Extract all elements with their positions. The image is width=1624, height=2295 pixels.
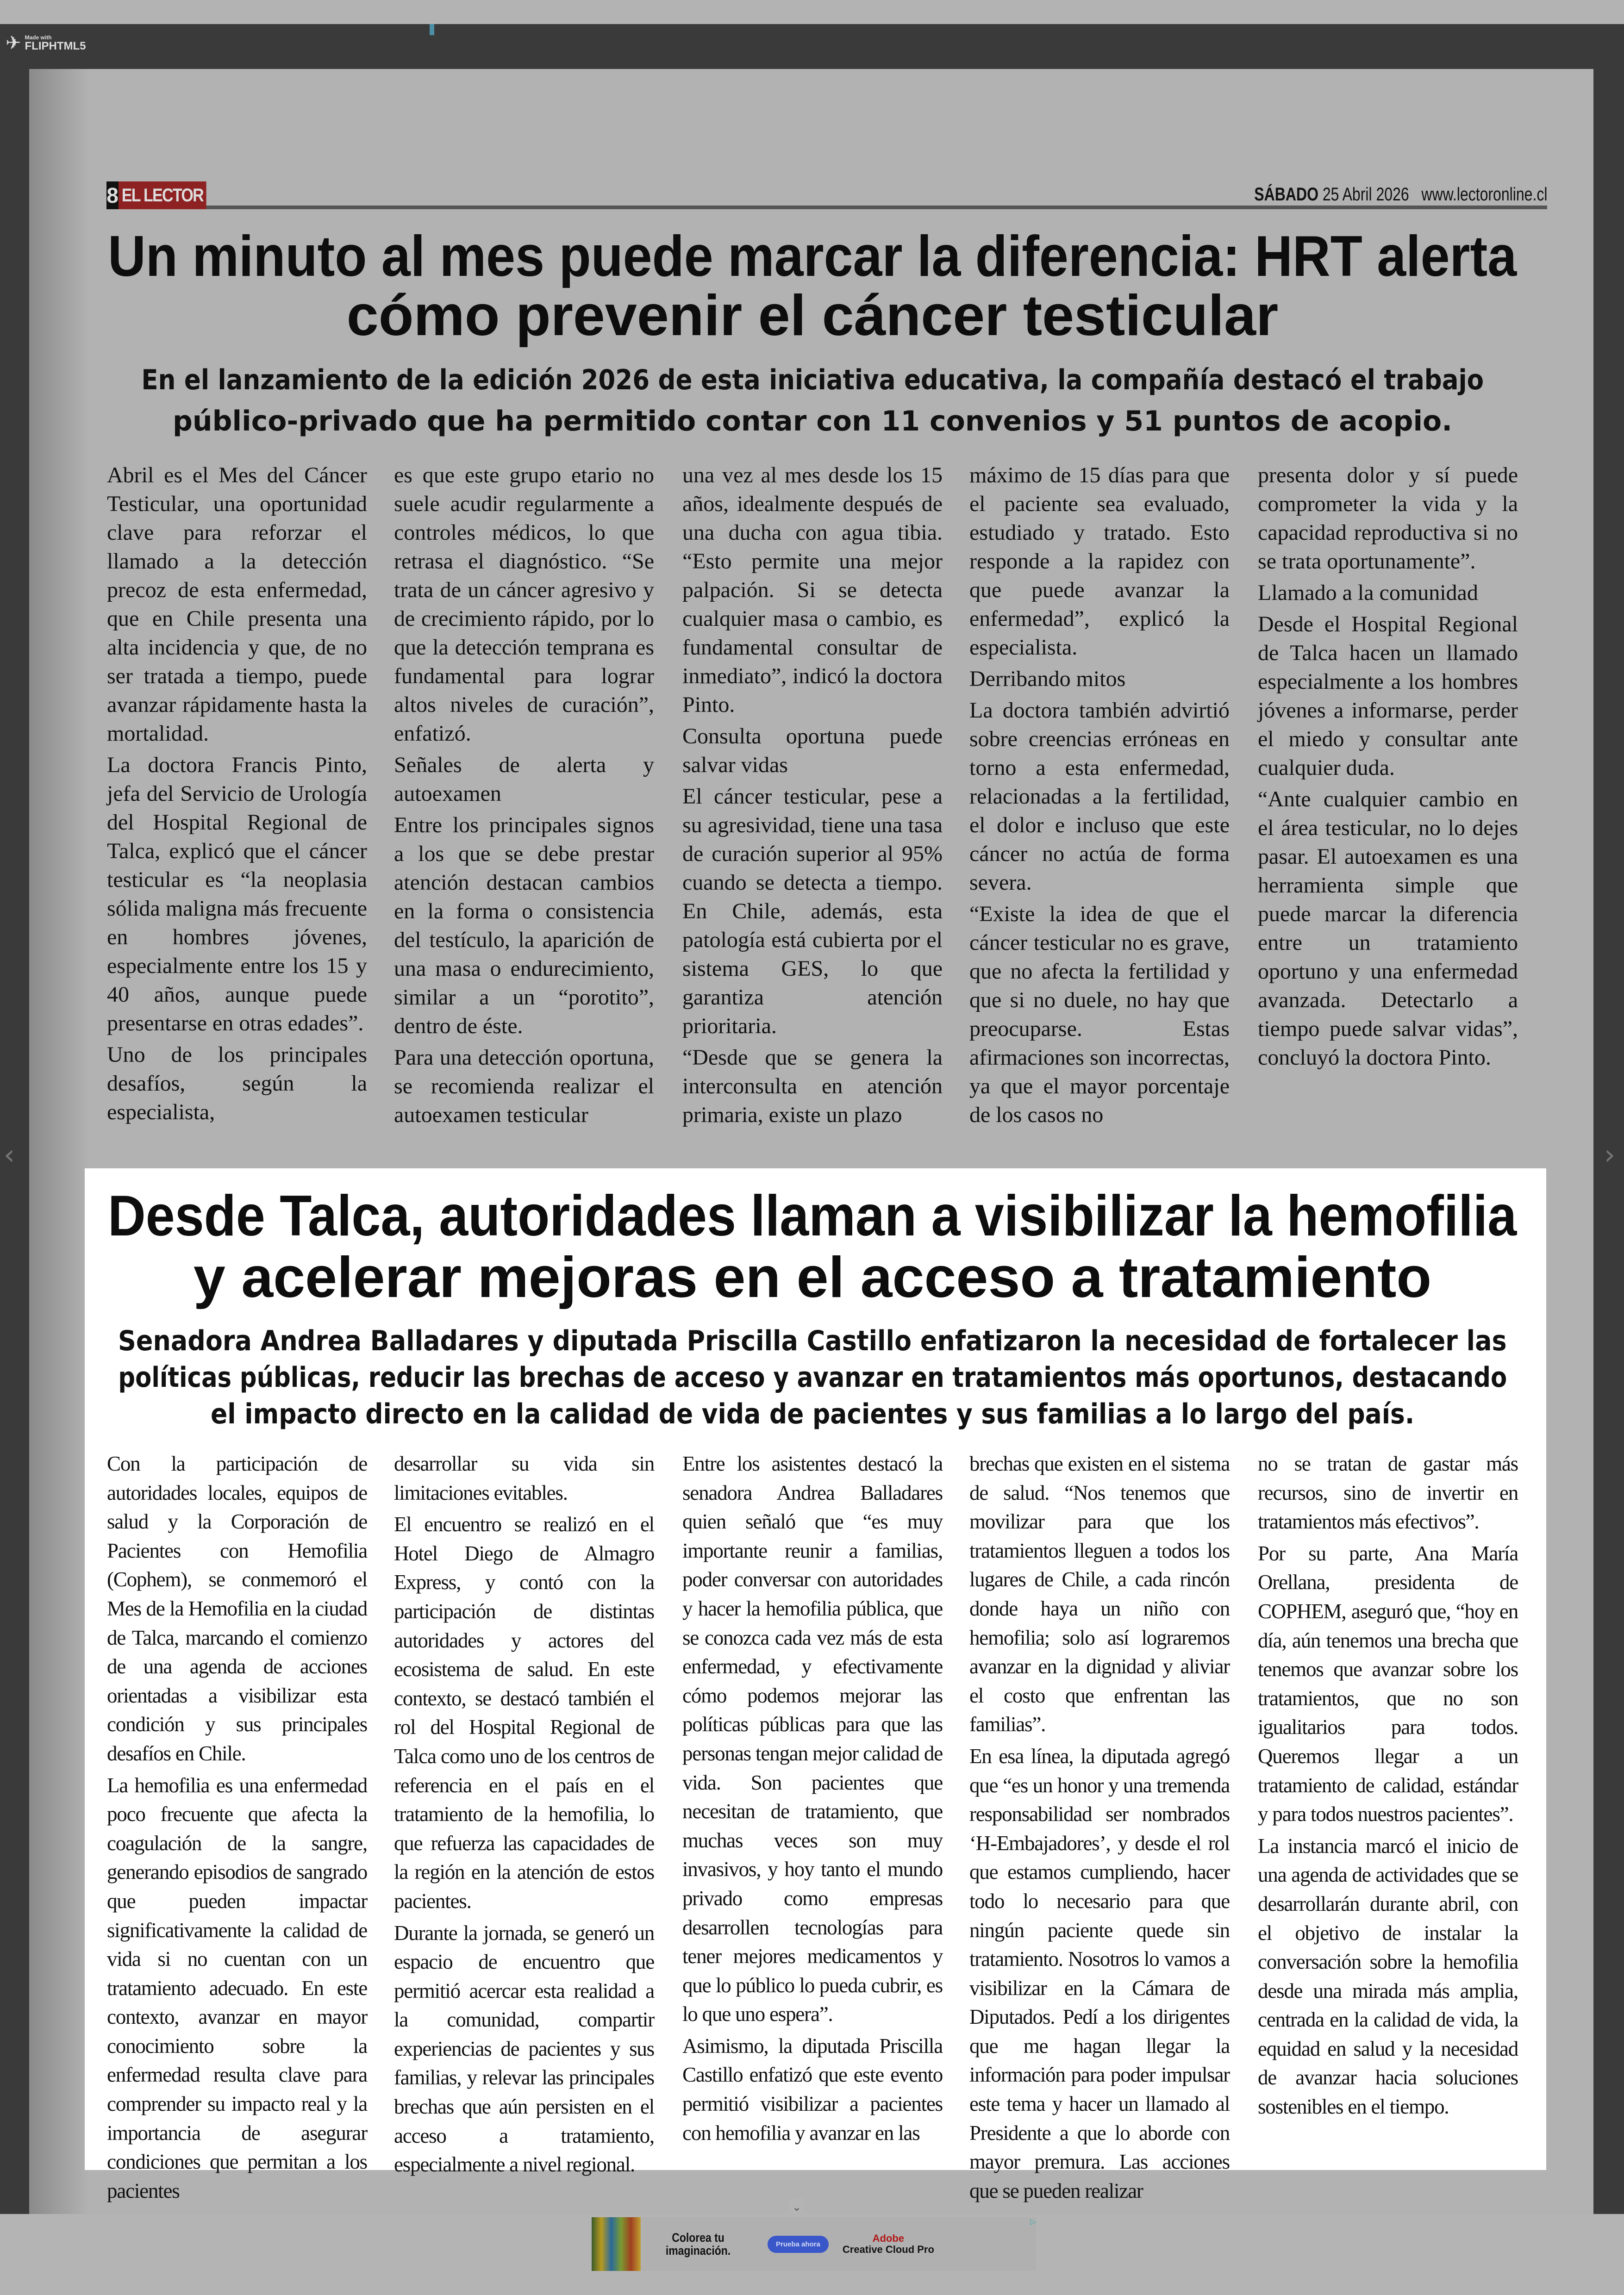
paragraph: Derribando mitos (969, 667, 1126, 691)
deck-line: En el lanzamiento de la edición 2026 de esta iniciativa educativa, la compañía destacó el trabajo (141, 364, 1484, 396)
paragraph: una vez al mes desde los 15 años, idealmente después de una ducha con agua tibia. “Esto permite una mejor palpación. Si se detecta cualquier masa o cambio, es fundamental consultar de inmediato”, indicó la doctora Pinto. (682, 463, 943, 717)
next-page-arrow-icon[interactable]: › (1604, 1139, 1615, 1171)
text-column (394, 1449, 654, 2177)
paragraph: Consulta oportuna puede salvar vidas (682, 724, 943, 777)
collapse-ad-chevron-icon[interactable]: ⌄ (789, 2198, 805, 2216)
paragraph: desarrollar su vida sin limitaciones evitables. (394, 1452, 654, 1504)
paragraph: La doctora también advirtió sobre creencias erróneas en torno a esta enfermedad, relacionadas a la fertilidad, el dolor e incluso que este cáncer no actúa de forma severa. (969, 698, 1230, 895)
text-column (969, 1449, 1230, 2202)
text-column (969, 461, 1230, 1137)
fliphtml5-brand[interactable] (6, 32, 86, 54)
ad-image (592, 2217, 641, 2271)
paragraph: La doctora Francis Pinto, jefa del Servicio de Urología del Hospital Regional de Talca, explicó que el cáncer testicular es “la neoplasia sólida maligna más frecuente en hombres jóvenes, especialmente entre los 15 y 40 años, aunque puede presentarse en otras edades”. (107, 753, 367, 1035)
browser-top-bar (0, 0, 1624, 24)
paragraph: Por su parte, Ana María Orellana, presidenta de COPHEM, aseguró que, “hoy en día, aún tenemos una brecha que tenemos que avanzar sobre los tratamientos, que no son igualitarios para todos. Queremos llegar a un tratamiento de calidad, estándar y para todos nuestros pacientes”. (1258, 1541, 1518, 1826)
paragraph: Durante la jornada, se generó un espacio de encuentro que permitió acercar esta realidad a la comunidad, compartir experiencias de pacientes y sus familias, y relevar las principales brechas que aún persisten en el acceso a tratamiento, especialmente a nivel regional. (394, 1921, 654, 2177)
ad-choices-icon[interactable]: ▷ (1030, 2218, 1036, 2226)
paragraph: Para una detección oportuna, se recomienda realizar el autoexamen testicular (394, 1045, 654, 1127)
paragraph: no se tratan de gastar más recursos, sino de invertir en tratamientos más efectivos”. (1258, 1452, 1518, 1534)
paragraph: Entre los asistentes destacó la senadora Andrea Balladares quien señaló que “es muy importante reunir a familias, poder conversar con autoridades y hacer la hemofilia pública, que se conozca cada vez más de esta enfermedad, y efectivamente cómo podemos mejorar las políticas públicas para que las personas tengan mejor calidad de vida. Son pacientes que necesitan de tratamiento, que muchas veces son muy invasivos, y hoy tanto el mundo privado como empresas desarrollen tecnologías para tener mejores medicamentos y que lo público lo pueda cubrir, es lo que uno espera”. (682, 1452, 943, 2026)
text-column (1258, 461, 1518, 1137)
paragraph: “Desde que se genera la interconsulta en atención primaria, existe un plazo (682, 1045, 943, 1127)
paragraph: La instancia marcó el inicio de una agenda de actividades que se desarrollarán durante abril, con el objetivo de instalar la conversación sobre la hemofilia desde una mirada más amplia, centrada en la calidad de vida, la equidad en salud y la necesidad de avanzar hacia soluciones sostenibles en el tiempo. (1258, 1834, 1518, 2119)
issue-date-text: 25 Abril 2026 (1322, 184, 1409, 205)
paragraph: brechas que existen en el sistema de salud. “Nos tenemos que movilizar para que los tratamientos lleguen a todos los lugares de Chile, a cada rincón donde haya un niño con hemofilia; solo así lograremos avanzar en la dignidad y aliviar el costo que enfrentan las familias”. (969, 1452, 1230, 1736)
scroll-indicator (430, 24, 434, 35)
paragraph: Llamado a la comunidad (1258, 580, 1478, 605)
ad-brand (843, 2233, 934, 2255)
site-url: www.lectoronline.cl (1421, 184, 1547, 205)
issue-date (1254, 184, 1547, 205)
deck-line: Senadora Andrea Balladares y diputada Priscilla Castillo enfatizaron la necesidad de fortalecer las (118, 1325, 1507, 1357)
paragraph: máximo de 15 días para que el paciente sea evaluado, estudiado y tratado. Esto responde a la rapidez con que puede avanzar la enfermedad”, explicó la especialista. (969, 463, 1230, 660)
paragraph: El cáncer testicular, pese a su agresividad, tiene una tasa de curación superior al 95% cuando se detecta a tiempo. En Chile, además, esta patología está cubierta por el sistema GES, lo que garantiza atención prioritaria. (682, 784, 943, 1038)
text-column (107, 461, 367, 1137)
text-column (682, 1449, 943, 2162)
paper-logo (106, 181, 222, 209)
page-header (106, 181, 1547, 209)
issue-day: SÁBADO (1254, 184, 1318, 205)
paragraph: El encuentro se realizó en el Hotel Diego de Almagro Express, y contó con la participación de distintas autoridades y actores del ecosistema de salud. En este contexto, se destacó también el rol del Hospital Regional de Talca como uno de los centros de referencia en el país en el tratamiento de la hemofilia, lo que refuerza las capacidades de la región en la atención de estos pacientes. (394, 1513, 654, 1913)
text-column (1258, 1449, 1518, 2162)
deck-line: el impacto directo en la calidad de vida de pacientes y sus familias a lo largo del país. (210, 1398, 1415, 1430)
paragraph: Entre los principales signos a los que se debe prestar atención destacan cambios en la forma o consistencia del testículo, la aparición de una masa o endurecimiento, similar a un “porotito”, dentro de éste. (394, 813, 654, 1038)
paper-name: EL LECTOR (119, 181, 206, 209)
brand-small-text: Made with (25, 34, 52, 41)
text-column (107, 1449, 367, 2202)
paragraph: La hemofilia es una enfermedad poco frecuente que afecta la coagulación de la sangre, generando episodios de sangrado que pueden impactar significativamente la calidad de vida si no cuentan con un tratamiento adecuado. En este contexto, avanzar en mayor conocimiento sobre la enfermedad resulta clave para comprender su impacto real y la importancia de asegurar condiciones que permitan a los pacientes (107, 1773, 367, 2202)
page-number: 8 (106, 181, 119, 209)
prev-page-arrow-icon[interactable]: ‹ (4, 1139, 15, 1171)
paragraph: Asimismo, la diputada Priscilla Castillo enfatizó que este evento permitió visibilizar a pacientes con hemofilia y avanzar en las (682, 2034, 943, 2145)
ad-product: Creative Cloud Pro (842, 2244, 934, 2255)
paragraph: presenta dolor y sí puede comprometer la vida y la capacidad reproductiva si no se trata oportunamente”. (1258, 463, 1518, 574)
headline-line: cómo prevenir el cáncer testicular (346, 284, 1279, 348)
page-spine-shadow (29, 69, 89, 2214)
deck-line: políticas públicas, reducir las brechas de acceso y avanzar en tratamientos más oportunos, destacando (118, 1361, 1507, 1394)
paragraph: “Ante cualquier cambio en el área testicular, no lo dejes pasar. El autoexamen es una herramienta simple que puede marcar la diferencia entre un tratamiento oportuno y una enfermedad avanzada. Detectarlo a tiempo puede salvar vidas”, concluyó la doctora Pinto. (1258, 787, 1518, 1070)
headline-line: y acelerar mejoras en el acceso a tratamiento (193, 1246, 1432, 1310)
paragraph: Con la participación de autoridades locales, equipos de salud y la Corporación de Pacientes con Hemofilia (Cophem), se conmemoró el Mes de la Hemofilia en la ciudad de Talca, marcando el comienzo de una agenda de acciones orientadas a visibilizar esta condición y sus principales desafíos en Chile. (107, 1452, 367, 1765)
paragraph: Abril es el Mes del Cáncer Testicular, una oportunidad clave para reforzar el llamado a la detección precoz de esta enfermedad, que en Chile presenta una alta incidencia y que, de no ser tratada a tiempo, puede avanzar rápidamente hasta la mortalidad. (107, 463, 367, 746)
paragraph: Desde el Hospital Regional de Talca hacen un llamado especialmente a los hombres jóvenes a informarse, perder el miedo y consultar ante cualquier duda. (1258, 612, 1518, 780)
headline-line: Desde Talca, autoridades llaman a visibilizar la hemofilia (108, 1184, 1517, 1248)
paragraph: En esa línea, la diputada agregó que “es un honor y una tremenda responsabilidad ser nombrados ‘H-Embajadores’, y desde el rol que estamos cumpliendo, hacer todo lo necesario para que ningún paciente quede sin tratamiento. Nosotros lo vamos a visibilizar en la Cámara de Diputados. Pedí a los dirigentes que me hagan llegar la información para poder impulsar este tema y hacer un llamado al Presidente a que lo aborde con mayor premura. Las acciones que se pueden realizar (969, 1744, 1230, 2202)
advertisement[interactable] (592, 2217, 1036, 2271)
ad-cta-button[interactable]: Prueba ahora (768, 2236, 829, 2253)
paragraph: Uno de los principales desafíos, según la especialista, (107, 1042, 367, 1124)
paragraph: Señales de alerta y autoexamen (394, 753, 654, 806)
brand-text: FLIPHTML5 (25, 40, 86, 52)
fliphtml5-logo-icon: ✈ (6, 33, 21, 53)
ad-brand-name: Adobe (872, 2232, 905, 2244)
text-column (682, 461, 943, 1137)
deck-line: público-privado que ha permitido contar con 11 convenios y 51 puntos de acopio. (172, 405, 1453, 437)
paragraph: “Existe la idea de que el cáncer testicular no es grave, que no afecta la fertilidad y que si no duele, no hay que preocuparse. Estas afirmaciones son incorrectas, ya que el mayor porcentaje de los casos no (969, 902, 1230, 1127)
headline-line: Un minuto al mes puede marcar la diferencia: HRT alerta (108, 225, 1517, 288)
text-column (394, 461, 654, 1137)
ad-headline: Colorea tu imaginación. (665, 2230, 731, 2258)
paragraph: es que este grupo etario no suele acudir regularmente a controles médicos, lo que retrasa el diagnóstico. “Se trata de un cáncer agresivo y de crecimiento rápido, por lo que la detección temprana es fundamental para lograr altos niveles de curación”, enfatizó. (394, 463, 654, 746)
